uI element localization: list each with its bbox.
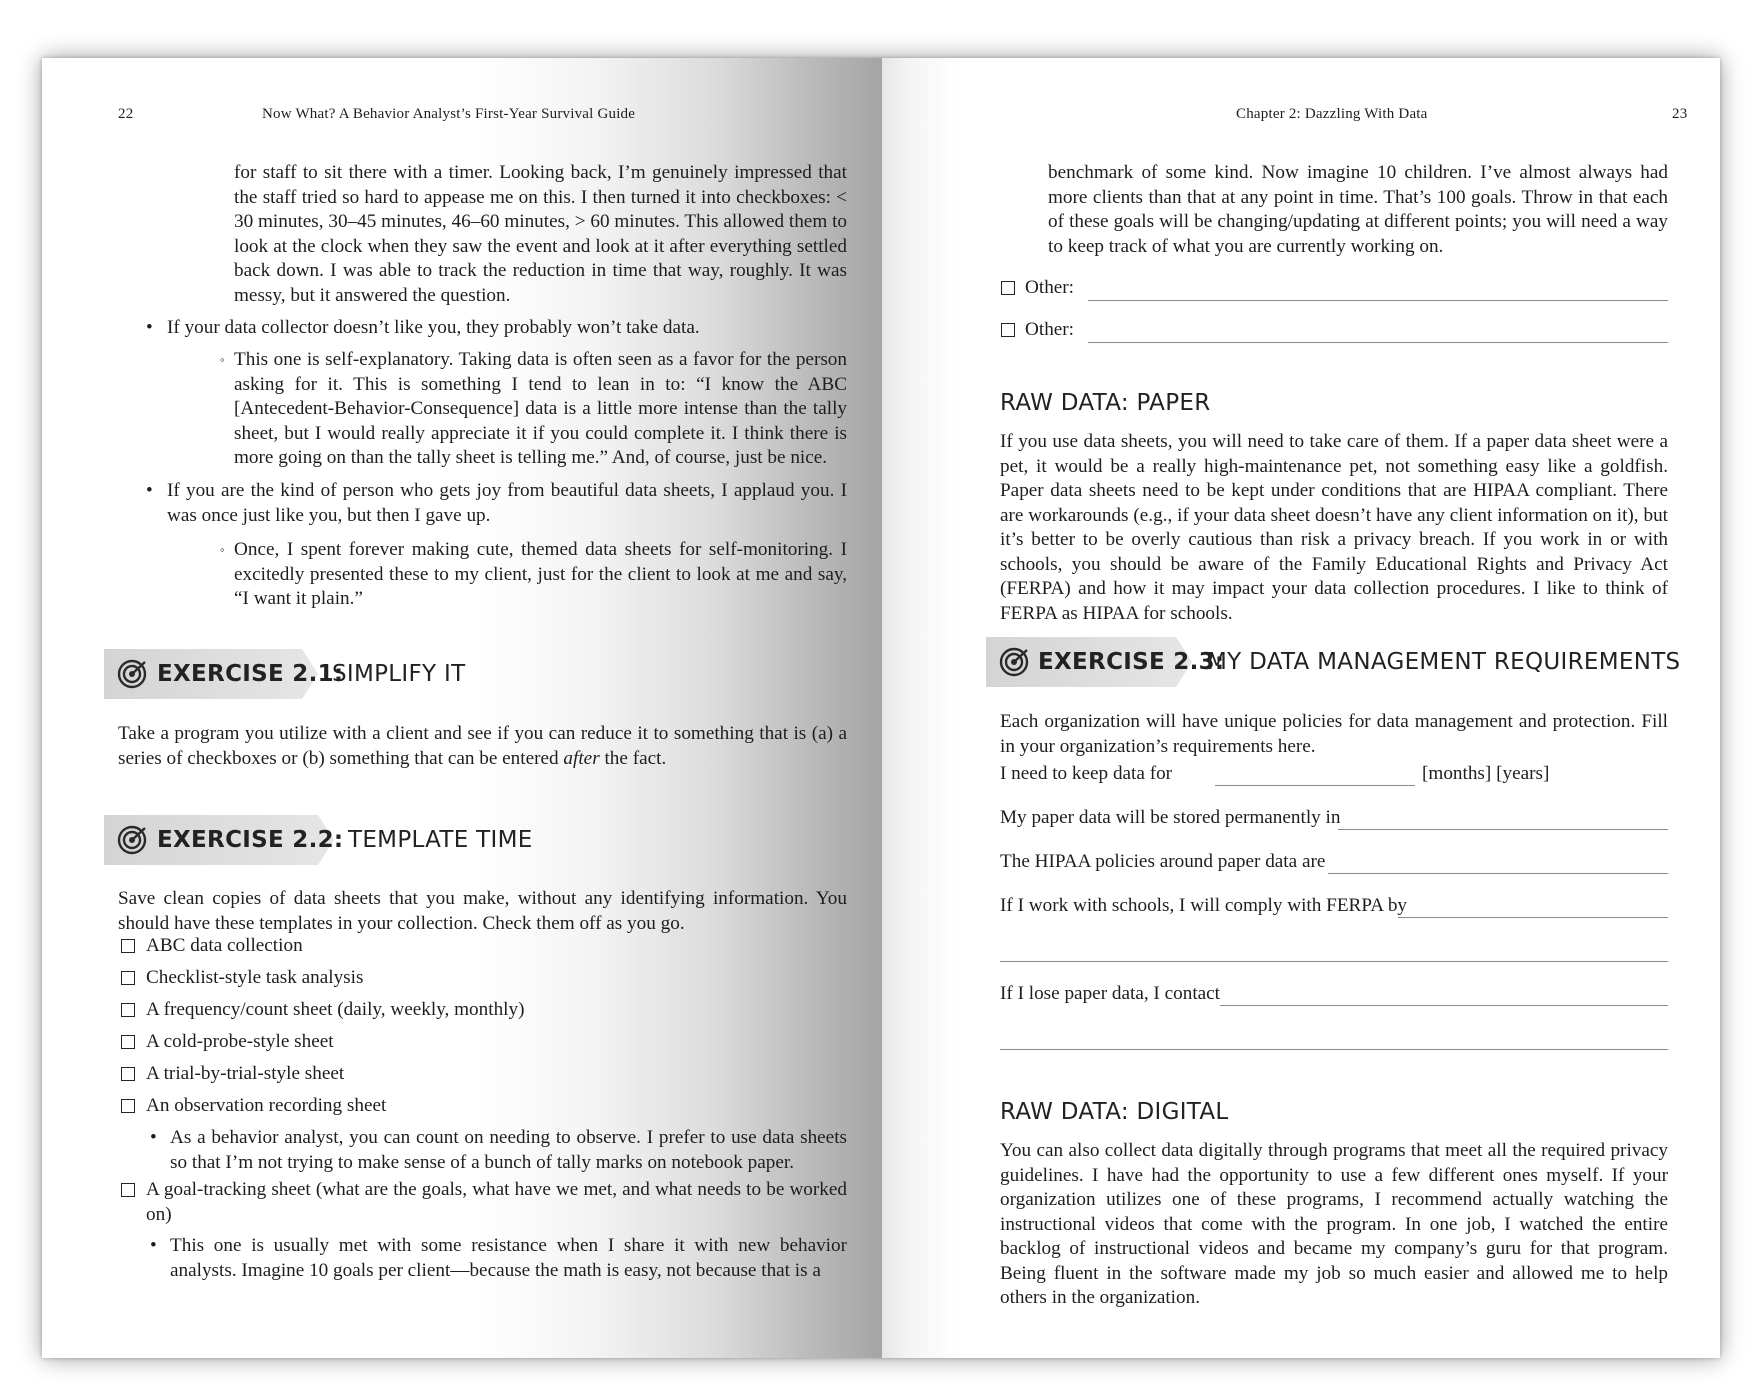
checklist-item: A trial-by-trial-style sheet <box>146 1063 345 1084</box>
left-page-number: 22 <box>118 106 134 122</box>
right-running-head: Chapter 2: Dazzling With Data <box>1236 106 1428 122</box>
ferpa-fill-line-2[interactable] <box>1000 961 1668 962</box>
continuation-paragraph: benchmark of some kind. Now imagine 10 children. I’ve almost always had more clients than that at any point in time. That’s 100 goals. Throw in that each of these goals will be changing/updating at different points; you will need a way to keep track of what you are currently working on. <box>1048 162 1668 257</box>
other-label: Other: <box>1025 319 1075 340</box>
keep-data-label: I need to keep data for <box>1000 763 1173 784</box>
checklist-item: Checklist-style task analysis <box>146 967 364 988</box>
checklist-item: ABC data collection <box>146 935 303 956</box>
raw-data-digital-heading: RAW DATA: DIGITAL <box>1000 1099 1229 1125</box>
raw-data-digital-body: You can also collect data digitally through programs that meet all the required privacy guidelines. I have had the opportunity to use a few different ones myself. If your organization utilizes one of these programs, I recommend actually watching the instructional videos that come with the program. In one job, I watched the entire backlog of instructional videos and became my company’s guru for that program. Being fluent in the software made my job so much easier and allowed me to help others in the organization. <box>1000 1140 1668 1308</box>
intro-paragraph: for staff to sit there with a timer. Looking back, I’m genuinely impressed that the staff tried so hard to appease me on this. I then turned it into checkboxes: < 30 minutes, 30–45 minutes, 46–60 minutes, > 60 minutes. This allowed them to look at the clock when they saw the event and look at it after everything settled back down. I was able to track the reduction in time that way, roughly. It was messy, but it answered the question. <box>234 162 847 306</box>
exercise-2-1-title: SIMPLIFY IT <box>332 661 466 687</box>
checkbox[interactable] <box>1001 281 1015 295</box>
checklist-item: A frequency/count sheet (daily, weekly, monthly) <box>146 999 525 1020</box>
other-fill-line[interactable] <box>1088 300 1668 301</box>
checklist-item: An observation recording sheet <box>146 1095 387 1116</box>
target-icon <box>998 646 1030 678</box>
bullet-dot: • <box>150 1235 157 1256</box>
other-fill-line[interactable] <box>1088 342 1668 343</box>
exercise-2-2-title: TEMPLATE TIME <box>348 827 533 853</box>
checklist-item: A cold-probe-style sheet <box>146 1031 334 1052</box>
goal-tracking-note: This one is usually met with some resistance when I share it with new behavior analysts. Imagine 10 goals per client—because the math is easy, not because that is a <box>170 1235 847 1281</box>
keep-data-units: [months] [years] <box>1422 763 1550 784</box>
checkbox[interactable] <box>121 939 135 953</box>
raw-data-paper-body: If you use data sheets, you will need to take care of them. If a paper data sheet were a pet, it would be a really high-maintenance pet, not something easy like a goldfish. Paper data sheets need to be kept under conditions that are HIPAA compliant. There are workarounds (e.g., if your data sheet doesn’t have any client information on it), but it’s better to be overly cautious than risk a privacy breach. If you work in or with schools, you should be aware of the Family Educational Rights and Privacy Act (FERPA) and how it may impact your data collection procedures. I like to think of FERPA as HIPAA for schools. <box>1000 431 1668 624</box>
lose-data-label: If I lose paper data, I contact <box>1000 983 1221 1004</box>
bullet-1-text: If your data collector doesn’t like you, they probably won’t take data. <box>167 317 700 338</box>
checkbox[interactable] <box>121 1099 135 1113</box>
right-page-number: 23 <box>1672 106 1688 122</box>
checkbox[interactable] <box>121 971 135 985</box>
checkbox[interactable] <box>121 1035 135 1049</box>
exercise-2-1-body: Take a program you utilize with a client and see if you can reduce it to something that is (a) a series of checkboxes or (b) something that can be entered after the fact. <box>118 723 847 769</box>
exercise-2-2-label: EXERCISE 2.2: <box>157 827 344 853</box>
checkbox[interactable] <box>1001 323 1015 337</box>
lose-data-fill-line-2[interactable] <box>1000 1049 1668 1050</box>
bullet-dot: • <box>146 480 153 501</box>
left-page <box>42 58 882 1358</box>
target-icon <box>116 658 148 690</box>
exercise-2-2-body: Save clean copies of data sheets that you make, without any identifying information. You should have these templates in your collection. Check them off as you go. <box>118 888 847 934</box>
bullet-1-sub-text: This one is self-explanatory. Taking data is often seen as a favor for the person asking for it. This is something I tend to lean in to: “I know the ABC [Antecedent-Behavior-Consequence] data is a little more intense than the tally sheet, but I would really appreciate it if you could complete it. I think there is more going on than the tally sheet is telling me.” And, of course, just be nice. <box>234 349 847 468</box>
checkbox[interactable] <box>121 1003 135 1017</box>
bullet-dot: • <box>150 1127 157 1148</box>
right-page <box>882 58 1720 1358</box>
stored-label: My paper data will be stored permanently in <box>1000 807 1341 828</box>
target-icon <box>116 824 148 856</box>
checkbox[interactable] <box>121 1183 135 1197</box>
ferpa-fill-line[interactable] <box>1398 917 1668 918</box>
book-spread <box>42 58 1720 1358</box>
hipaa-label: The HIPAA policies around paper data are <box>1000 851 1326 872</box>
checkbox[interactable] <box>121 1067 135 1081</box>
sub-bullet-circle: ◦ <box>220 542 225 557</box>
goal-tracking-item: A goal-tracking sheet (what are the goals, what have we met, and what needs to be worked on) <box>146 1179 847 1225</box>
raw-data-paper-heading: RAW DATA: PAPER <box>1000 390 1211 416</box>
ferpa-label: If I work with schools, I will comply with FERPA by <box>1000 895 1408 916</box>
sub-bullet-circle: ◦ <box>220 352 225 367</box>
bullet-dot: • <box>146 317 153 338</box>
bullet-2-text: If you are the kind of person who gets joy from beautiful data sheets, I applaud you. I was once just like you, but then I gave up. <box>167 480 847 526</box>
bullet-2-sub-text: Once, I spent forever making cute, themed data sheets for self-monitoring. I excitedly presented these to my client, just for the client to look at me and say, “I want it plain.” <box>234 539 847 609</box>
keep-data-fill-line[interactable] <box>1215 785 1415 786</box>
hipaa-fill-line[interactable] <box>1328 873 1668 874</box>
other-label: Other: <box>1025 277 1075 298</box>
exercise-2-3-body: Each organization will have unique policies for data management and protection. Fill in your organization’s requirements here. <box>1000 711 1668 757</box>
left-running-head: Now What? A Behavior Analyst’s First-Year Survival Guide <box>262 106 636 122</box>
exercise-2-3-title: MY DATA MANAGEMENT REQUIREMENTS <box>1207 649 1681 675</box>
lose-data-fill-line[interactable] <box>1220 1005 1668 1006</box>
exercise-2-1-label: EXERCISE 2.1: <box>157 661 344 687</box>
stored-fill-line[interactable] <box>1338 829 1668 830</box>
observation-note: As a behavior analyst, you can count on needing to observe. I prefer to use data sheets so that I’m not trying to make sense of a bunch of tally marks on notebook paper. <box>170 1127 847 1173</box>
exercise-2-3-label: EXERCISE 2.3: <box>1038 649 1225 675</box>
